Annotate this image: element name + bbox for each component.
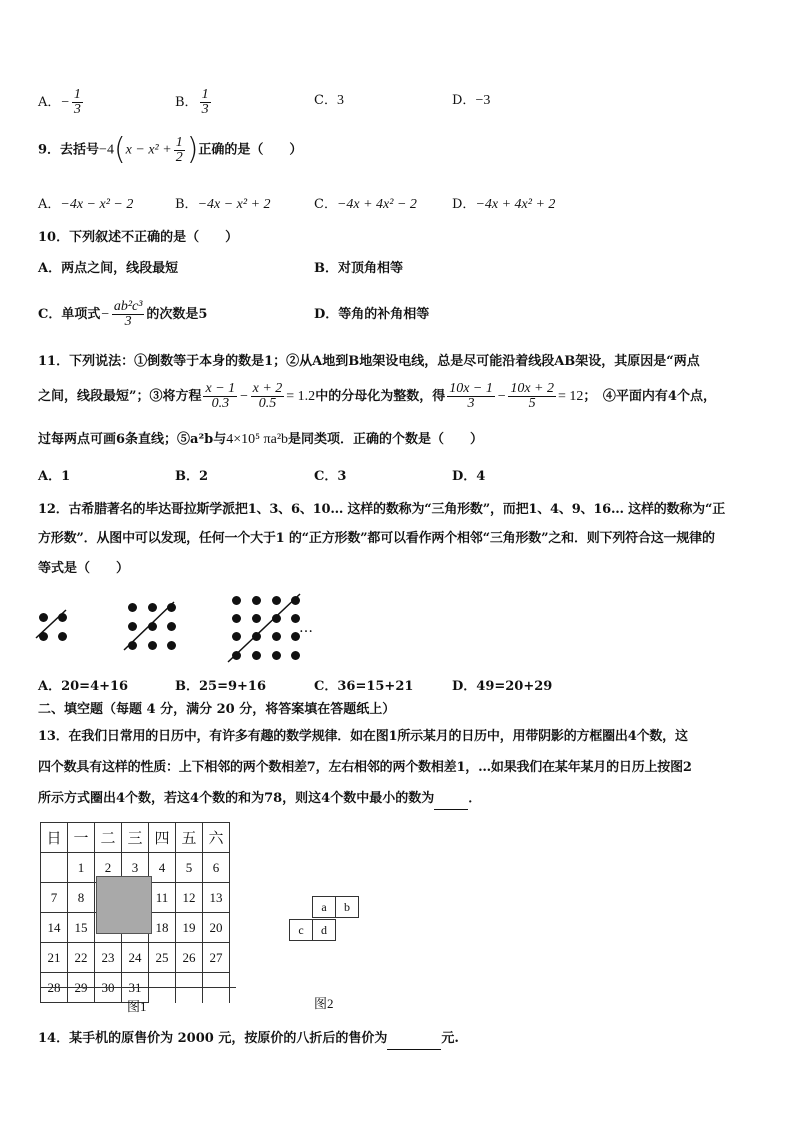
minus-sign: − [100, 307, 110, 322]
option-label: D． [452, 93, 476, 108]
q11-line-1: 11．下列说法：①倒数等于本身的数是1；②从A地到B地架设电线，总是尽可能沿着线段AB架设，其原因是“两点 [38, 354, 700, 369]
calendar-cell: 1 [68, 853, 95, 883]
calendar-cell: 11 [149, 883, 176, 913]
option-value: 3 [336, 93, 344, 108]
question-text: 是同类项．正确的个数是（ ） [288, 432, 484, 447]
equation-rhs: = 12 [558, 389, 584, 404]
numerator: 10x + 2 [510, 381, 554, 396]
q9-option-b [175, 193, 271, 213]
option-label: B． [175, 95, 198, 110]
question-text: 元. [441, 1031, 459, 1046]
q11-line-3 [38, 430, 483, 450]
fig1-caption: 图1 [127, 999, 147, 1014]
fraction [72, 88, 83, 117]
fraction [447, 382, 495, 411]
diagonal-line [226, 590, 306, 666]
q11-line-2 [38, 380, 716, 414]
q8-option-d [452, 89, 490, 109]
calendar-cell: 21 [41, 943, 68, 973]
minus-sign: − [239, 389, 249, 404]
q8-option-c [314, 89, 344, 109]
paren-right: ) [186, 132, 199, 167]
denominator: 3 [73, 102, 81, 117]
calendar-cell: 30 [95, 973, 122, 1003]
section-title: 二、填空题（每题 4 分，满分 20 分，将答案填在答题纸上） [38, 702, 396, 717]
numerator: x + 2 [252, 381, 283, 396]
calendar-cell: 2 [95, 853, 122, 883]
fig2-cell-a: a [312, 896, 336, 918]
q13-line-2: 四个数具有这样的性质：上下相邻的两个数相差7，左右相邻的两个数相差1，…如果我们在某年某月的日历上按图2 [38, 760, 692, 775]
q10-stem: 10．下列叙述不正确的是（ ） [38, 230, 239, 245]
calendar-cell: 14 [41, 913, 68, 943]
diagonal-line [34, 606, 74, 644]
q11-option-d: D．4 [452, 469, 486, 484]
calendar-cell: 25 [149, 943, 176, 973]
denominator: 0.3 [211, 396, 230, 411]
calendar-cell: 26 [176, 943, 203, 973]
calendar-cell: 19 [176, 913, 203, 943]
expression: 4×10⁵ πa²b [226, 432, 289, 447]
option-value: −4x − x² − 2 [60, 197, 134, 212]
q12-option-d: D．49=20+29 [452, 679, 553, 694]
calendar-header-cell: 二 [95, 823, 122, 853]
option-value: −4x + 4x² − 2 [336, 197, 417, 212]
q14-stem [38, 1029, 459, 1050]
calendar-cell: 4 [149, 853, 176, 883]
fraction [200, 88, 211, 117]
question-text: 9．去括号 [38, 142, 100, 158]
calendar-header-cell: 四 [149, 823, 176, 853]
minus-sign: − [496, 389, 507, 404]
calendar-cell: 15 [68, 913, 95, 943]
q10-option-b: B．对顶角相等 [314, 261, 403, 276]
calendar-cell: 24 [122, 943, 149, 973]
q9-option-d [452, 193, 555, 213]
calendar-header-cell: 六 [203, 823, 230, 853]
q8-option-a [38, 88, 85, 117]
calendar-cell: 13 [203, 883, 230, 913]
q10-option-c [38, 300, 207, 330]
q11-option-c: C．3 [314, 469, 347, 484]
q11-option-a: A．1 [38, 469, 71, 484]
fraction [112, 300, 145, 329]
calendar-header [41, 823, 230, 853]
question-text: 正确的是（ ） [198, 142, 303, 158]
option-value: −4x − x² + 2 [197, 197, 271, 212]
calendar-bottom-rule [40, 987, 236, 988]
option-text: C．单项式 [38, 307, 101, 322]
q12-line-3: 等式是（ ） [38, 561, 130, 576]
denominator: 2 [175, 149, 183, 165]
calendar-cell: 23 [95, 943, 122, 973]
calendar-cell: 20 [203, 913, 230, 943]
denominator: 3 [124, 314, 132, 329]
option-value: −3 [475, 93, 491, 108]
fraction [203, 382, 237, 411]
option-label: A． [38, 197, 61, 212]
calendar-cell: 28 [41, 973, 68, 1003]
question-text: ． [468, 791, 482, 806]
calendar-cell: 5 [176, 853, 203, 883]
question-text: ； ④平面内有4个点， [583, 389, 716, 404]
diagonal-line [122, 598, 182, 656]
calendar-cell: 6 [203, 853, 230, 883]
q12-option-b: B．25=9+16 [175, 679, 267, 694]
calendar-cell: 12 [176, 883, 203, 913]
fig2-caption: 图2 [314, 996, 334, 1011]
calendar-row [41, 943, 230, 973]
calendar-cell: 18 [149, 913, 176, 943]
option-label: C． [314, 197, 337, 212]
fraction [508, 382, 556, 411]
calendar-header-cell: 日 [41, 823, 68, 853]
option-label: B． [175, 197, 198, 212]
question-text: 14．某手机的原售价为 2000 元，按原价的八折后的售价为 [38, 1031, 388, 1046]
answer-blank [387, 1029, 441, 1050]
calendar-header-cell: 五 [176, 823, 203, 853]
calendar-cell: 3 [122, 853, 149, 883]
q8-option-b [175, 88, 213, 117]
fraction [174, 136, 185, 165]
calendar-cell: 27 [203, 943, 230, 973]
calendar-cell: 8 [68, 883, 95, 913]
fig2-cell-d: d [312, 919, 336, 941]
q13-line-3 [38, 789, 481, 810]
calendar-cell: 22 [68, 943, 95, 973]
numerator: ab²c³ [113, 299, 143, 314]
q9-stem [38, 134, 302, 167]
option-value: −4x + 4x² + 2 [475, 197, 556, 212]
q12-line-1: 12．古希腊著名的毕达哥拉斯学派把1、3、6、10… 这样的数称为“三角形数”，而把1、4、9、16… 这样的数称为“正 [38, 502, 726, 517]
calendar-cell [41, 853, 68, 883]
calendar-cell: 31 [122, 973, 149, 1003]
numerator: 10x − 1 [449, 381, 493, 396]
question-text: 之间，线段最短”；③将方程 [38, 389, 202, 404]
q11-option-b: B．2 [175, 469, 209, 484]
question-text: 中的分母化为整数，得 [315, 389, 446, 404]
calendar-cell: 7 [41, 883, 68, 913]
paren-left: ( [113, 132, 126, 167]
option-label: D． [452, 197, 476, 212]
option-label: A． [38, 95, 61, 110]
numerator: 1 [201, 87, 209, 102]
option-label: C． [314, 93, 337, 108]
fraction [251, 382, 285, 411]
question-text: 所示方式圈出4个数，若这4个数的和为78，则这4个数中最小的数为 [38, 791, 435, 806]
denominator: 5 [528, 396, 536, 411]
q12-line-2: 方形数”．从图中可以发现，任何一个大于1 的“正方形数”都可以看作两个相邻“三角形数”之和．则下列符合这一规律的 [38, 531, 715, 546]
calendar-cell: 29 [68, 973, 95, 1003]
q12-option-c: C．36=15+21 [314, 679, 414, 694]
fig2-cell-b: b [335, 896, 359, 918]
numerator: 1 [73, 87, 81, 102]
shaded-selection-box [96, 876, 152, 934]
numerator: x − 1 [205, 381, 236, 396]
calendar-header-cell: 三 [122, 823, 149, 853]
calendar-header-cell: 一 [68, 823, 95, 853]
q9-option-a [38, 193, 133, 213]
expression: −4 [99, 142, 114, 158]
ellipsis: … [299, 620, 313, 636]
denominator: 3 [201, 102, 209, 117]
q10-option-a: A．两点之间，线段最短 [38, 261, 179, 276]
minus-sign: − [60, 95, 70, 110]
denominator: 3 [467, 396, 475, 411]
option-text: 的次数是5 [146, 307, 208, 322]
q9-option-c [314, 193, 417, 213]
denominator: 0.5 [258, 396, 277, 411]
question-text: 过每两点可画6条直线；⑤a²b与 [38, 432, 227, 447]
q13-line-1: 13．在我们日常用的日历中，有许多有趣的数学规律．如在图1所示某月的日历中，用带阴影的方框圈出4个数，这 [38, 729, 688, 744]
expression: x − x² + [125, 142, 172, 158]
numerator: 1 [175, 134, 183, 150]
fig2-cell-c: c [289, 919, 313, 941]
equation-rhs: = 1.2 [286, 389, 316, 404]
q12-option-a: A．20=4+16 [38, 679, 129, 694]
answer-blank [434, 789, 468, 810]
q10-option-d: D．等角的补角相等 [314, 307, 430, 322]
